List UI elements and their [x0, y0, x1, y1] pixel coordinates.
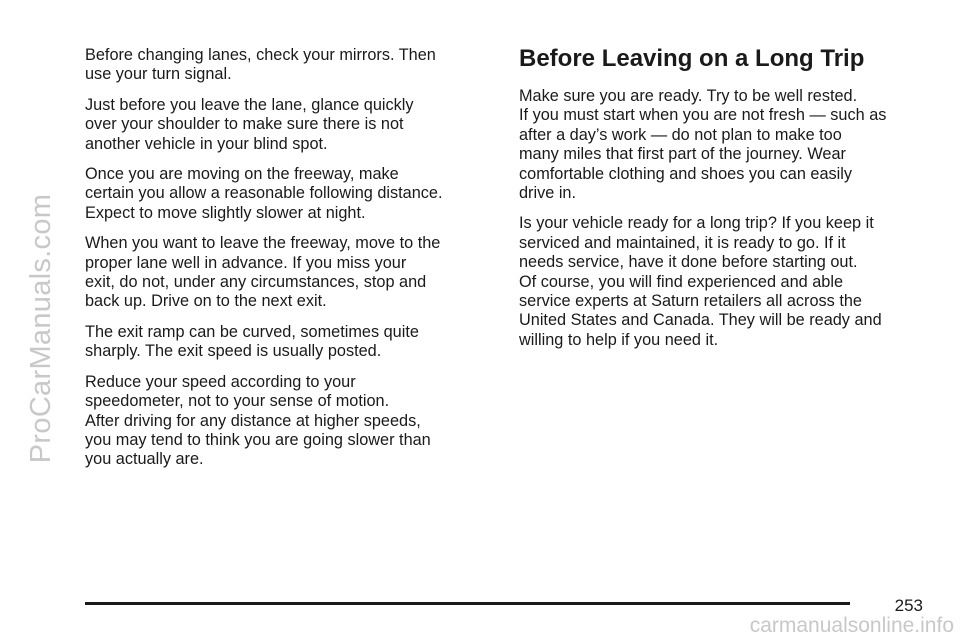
paragraph-reduce-speed: Reduce your speed according to your speedometer, not to your sense of motion. After driving for any distance at higher speeds, you may tend to think you are going slower than you actually are. [85, 372, 431, 469]
paragraph-leaving-freeway: When you want to leave the freeway, move to the proper lane well in advance. If you miss your exit, do not, under any circumstances, stop and back up. Drive on to the next exit. [85, 234, 441, 311]
right-column [519, 44, 939, 361]
paragraph-vehicle-ready: Is your vehicle ready for a long trip? If you keep it serviced and maintained, it is ready to go. If it needs service, have it done before starting out. Of course, you will find experienced and able service experts at Saturn retailers all across the United States and Canada. They will be ready and willing to help if you need it. [519, 214, 882, 349]
paragraph-exit-ramp: The exit ramp can be curved, sometimes quite sharply. The exit speed is usually posted. [85, 322, 419, 361]
footer-rule [85, 602, 850, 605]
side-watermark-text: ProCarManuals.com [25, 193, 58, 463]
side-watermark [22, 48, 62, 608]
left-column [85, 46, 495, 481]
page-number: 253 [894, 596, 923, 615]
paragraph-be-ready: Make sure you are ready. Try to be well rested. If you must start when you are not fresh — such as after a day’s work — do not plan to make too many miles that first part of the journey. Wear comfortable clothing and shoes you can easily drive in. [519, 87, 887, 203]
paragraph-blind-spot: Just before you leave the lane, glance quickly over your shoulder to make sure there is not another vehicle in your blind spot. [85, 95, 414, 153]
paragraph-following-distance: Once you are moving on the freeway, make certain you allow a reasonable following distance. Expect to move slightly slower at night. [85, 165, 443, 222]
section-heading: Before Leaving on a Long Trip [519, 45, 865, 72]
paragraph-lane-change: Before changing lanes, check your mirrors. Then use your turn signal. [85, 46, 436, 84]
bottom-watermark: carmanualsonline.info [749, 614, 954, 637]
